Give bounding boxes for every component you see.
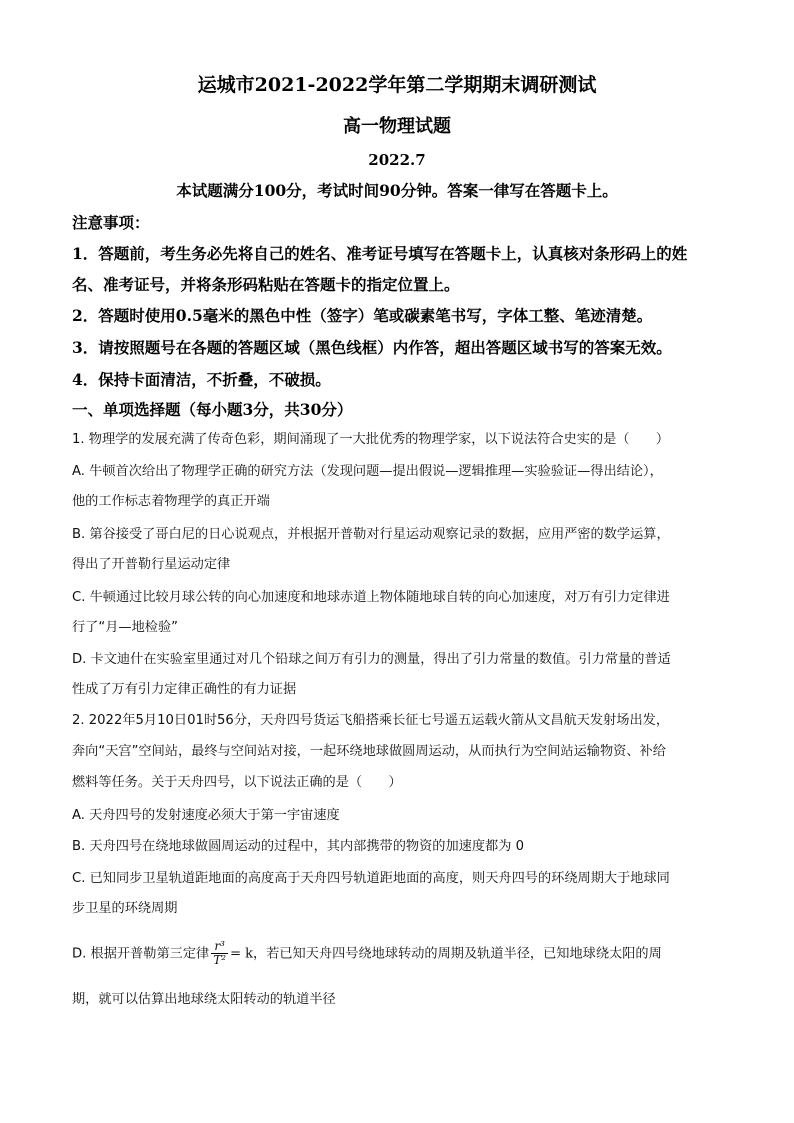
instructions-heading: 注意事项： [72, 213, 150, 232]
q2-option-b: B. 天舟四号在绕地球做圆周运动的过程中，其内部携带的物资的加速度都为 0 [72, 839, 525, 854]
instruction-4: 4．保持卡面清洁，不折叠，不破损。 [72, 370, 331, 389]
q2-option-d-suffix: ，若已知天舟四号绕地球转动的周期及轨道半径，已知地球绕太阳的周 [252, 946, 662, 962]
q2-stem-line3: 燃料等任务。关于天舟四号，以下说法正确的是（ ） [72, 775, 402, 790]
q1-option-d-line1: D. 卡文迪什在实验室里通过对几个铅球之间万有引力的测量，得出了引力常量的数值。引力常量的普适 [72, 652, 671, 667]
kepler-formula-fraction [211, 940, 228, 967]
q2-option-c-line1: C. 已知同步卫星轨道距地面的高度高于天舟四号轨道距地面的高度，则天舟四号的环绕周期大于地球同 [72, 871, 670, 886]
q1-option-c-line2: 行了“月—地检验” [72, 620, 178, 635]
q1-option-c-line1: C. 牛顿通过比较月球公转的向心加速度和地球赤道上物体随地球自转的向心加速度，对万有引力定律进 [72, 590, 670, 605]
formula-denominator: T² [213, 953, 227, 967]
q2-option-c-line2: 步卫星的环绕周期 [72, 901, 178, 916]
instruction-2: 2．答题时使用0.5毫米的黑色中性（签字）笔或碳素笔书写，字体工整、笔迹清楚。 [72, 306, 653, 325]
instruction-1-line2: 名、准考证号，并将条形码粘贴在答题卡的指定位置上。 [72, 275, 460, 294]
q1-stem: 1. 物理学的发展充满了传奇色彩，期间涌现了一大批优秀的物理学家，以下说法符合史实的是（ ） [72, 432, 670, 447]
formula-numerator: r³ [211, 940, 228, 954]
exam-date: 2022.7 [368, 151, 426, 169]
q2-stem-line1: 2. 2022年5月10日01时56分，天舟四号货运飞船搭乘长征七号遥五运载火箭从文昌航天发射场出发， [72, 713, 670, 728]
q2-option-d-line1 [72, 940, 722, 967]
q1-option-b-line2: 得出了开普勒行星运动定律 [72, 557, 231, 572]
instruction-1-line1: 1．答题前，考生务必先将自己的姓名、准考证号填写在答题卡上，认真核对条形码上的姓 [72, 244, 688, 263]
section-heading: 一、单项选择题（每小题3分，共30分） [72, 400, 353, 419]
instruction-3: 3．请按照题号在各题的答题区域（黑色线框）内作答，超出答题区域书写的答案无效。 [72, 338, 672, 357]
exam-title: 运城市2021-2022学年第二学期期末调研测试 [197, 74, 597, 96]
exam-subject: 高一物理试题 [343, 116, 451, 137]
q2-stem-line2: 奔向“天宫”空间站，最终与空间站对接，一起环绕地球做圆周运动，从而执行为空间站运输物资、补给 [72, 744, 666, 759]
q2-option-d-line2: 期，就可以估算出地球绕太阳转动的轨道半径 [72, 992, 336, 1007]
q1-option-b-line1: B. 第谷接受了哥白尼的日心说观点，并根据开普勒对行星运动观察记录的数据，应用严密的数学运算， [72, 527, 670, 542]
q1-option-a-line2: 他的工作标志着物理学的真正开端 [72, 494, 270, 509]
q1-option-a-line1: A. 牛顿首次给出了物理学正确的研究方法（发现问题—提出假说—逻辑推理—实验验证—得出结论）， [72, 464, 663, 479]
q2-option-a: A. 天舟四号的发射速度必须大于第一宇宙速度 [72, 808, 340, 823]
exam-notice: 本试题满分100分，考试时间90分钟。答案一律写在答题卡上。 [176, 181, 618, 200]
q1-option-d-line2: 性成了万有引力定律正确性的有力证据 [72, 682, 297, 697]
q2-option-d-prefix: D. 根据开普勒第三定律 [72, 946, 210, 962]
formula-rhs: = k [230, 946, 253, 962]
